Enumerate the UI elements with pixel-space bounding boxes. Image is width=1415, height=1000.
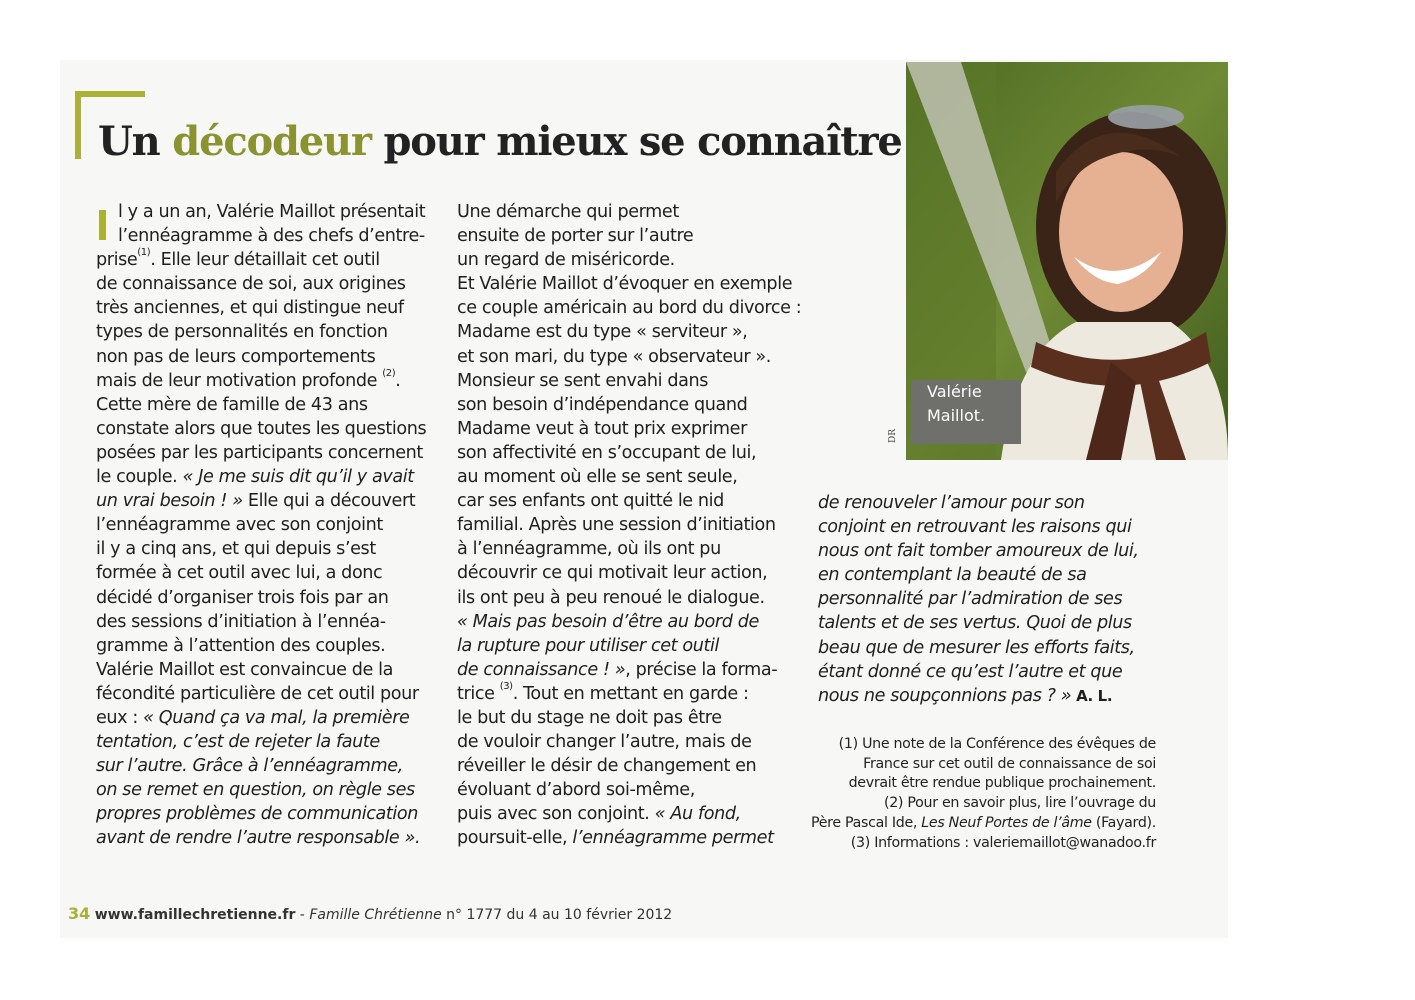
- website-link: www.famillechretienne.fr: [94, 907, 296, 923]
- photo-caption: Valérie Maillot.: [911, 380, 1021, 444]
- footnote-1: (1) Une note de la Conférence des évêques de: [838, 736, 1156, 752]
- author-signature: A. L.: [1071, 686, 1113, 705]
- title-frame-left: [75, 91, 81, 159]
- footnote-ref-2: (2): [382, 367, 396, 379]
- issue-info: n° 1777 du 4 au 10 février 2012: [441, 907, 673, 923]
- footnote-3: (3) Informations : valeriemaillot@wanadoo.fr: [850, 834, 1156, 851]
- photo-credit: DR: [888, 429, 898, 443]
- article-column-2: Une démarche qui permet ensuite de porter sur l’autre un regard de miséricorde. Et Valérie Maillot d’évoquer en exemple ce couple américain au bord du divorce : Madame est du type « serviteur », et son mari, du type « observateur ». Monsieur se sent envahi dans son besoin d’indépendance quand Madame veut à tout prix exprimer son affectivité en s’occupant de lui, au moment où elle se sent seule, car ses enfants ont quitté le nid familial. Après une session d’initiation à l’ennéagramme, où ils ont pu découvrir ce qui motivait leur action, ils ont peu à peu renoué le dialogue. « Mais pas besoin d’être au bord de la rupture pour utiliser cet outil de connaissance ! », précise la forma- trice $^{(3)}$. Tout en mettant en garde : le but du stage ne doit pas être de vouloir changer l’autre, mais de réveiller le désir de changement en évoluant d’abord soi-même, puis avec son conjoint. « Au fond, poursuit-elle, l’ennéagramme permet: [457, 202, 802, 849]
- page-footer: 34 www.famillechretienne.fr - Famille Chrétienne n° 1777 du 4 au 10 février 2012: [68, 904, 673, 923]
- footnote-ref-3: (3): [499, 680, 513, 692]
- article-title: Un décodeur pour mieux se connaître: [98, 118, 902, 165]
- footnote-2: (2) Pour en savoir plus, lire l’ouvrage du: [883, 795, 1156, 812]
- footnotes: (1) Une note de la Conférence des évêques de France sur cet outil de connaissance de soi devrait être rendue publique prochainement. (2) Pour en savoir plus, lire l’ouvrage du Père Pascal Ide, Les Neuf Portes de l’âme (Fayard). (3) Informations : valeriemaillot@wanadoo.fr: [804, 735, 1156, 853]
- title-accent-word: décodeur: [172, 118, 371, 165]
- article-column-1: l y a un an, Valérie Maillot présentait l’ennéagramme à des chefs d’entre- prise$^{(1)}$. Elle leur détaillait cet outil de connaissance de soi, aux origines très anciennes, et qui distingue neuf types de personnalités en fonction non pas de leurs comportements mais de leur motivation profonde $^{(2)}$. Cette mère de famille de 43 ans constate alors que toutes les questions posées par les participants concernent le couple. « Je me suis dit qu’il y avait un vrai besoin ! » Elle qui a découvert l’ennéagramme avec son conjoint il y a cinq ans, et qui depuis s’est formée à cet outil avec lui, a donc décidé d’organiser trois fois par an des sessions d’initiation à l’ennéa- gramme à l’attention des couples. Valérie Maillot est convaincue de la fécondité particulière de cet outil pour eux : « Quand ça va mal, la première tentation, c’est de rejeter la faute sur l’autre. Grâce à l’ennéagramme, on se remet en question, on règle ses propres problèmes de communication avant de rendre l’autre responsable ».: [96, 202, 427, 849]
- page-number: 34: [68, 904, 91, 923]
- magazine-name: Famille Chrétienne: [309, 907, 442, 923]
- footnote-ref-1: (1): [137, 247, 151, 259]
- title-frame-top: [75, 91, 145, 97]
- article-column-3: de renouveler l’amour pour son conjoint en retrouvant les raisons qui nous ont fait tomber amoureux de lui, en contemplant la beauté de sa personnalité par l’admiration de ses talents et de ses vertus. Quoi de plus beau que de mesurer les efforts faits, étant donné ce qu’est l’autre et que nous ne soupçonnions pas ? » A. L.: [818, 493, 1139, 706]
